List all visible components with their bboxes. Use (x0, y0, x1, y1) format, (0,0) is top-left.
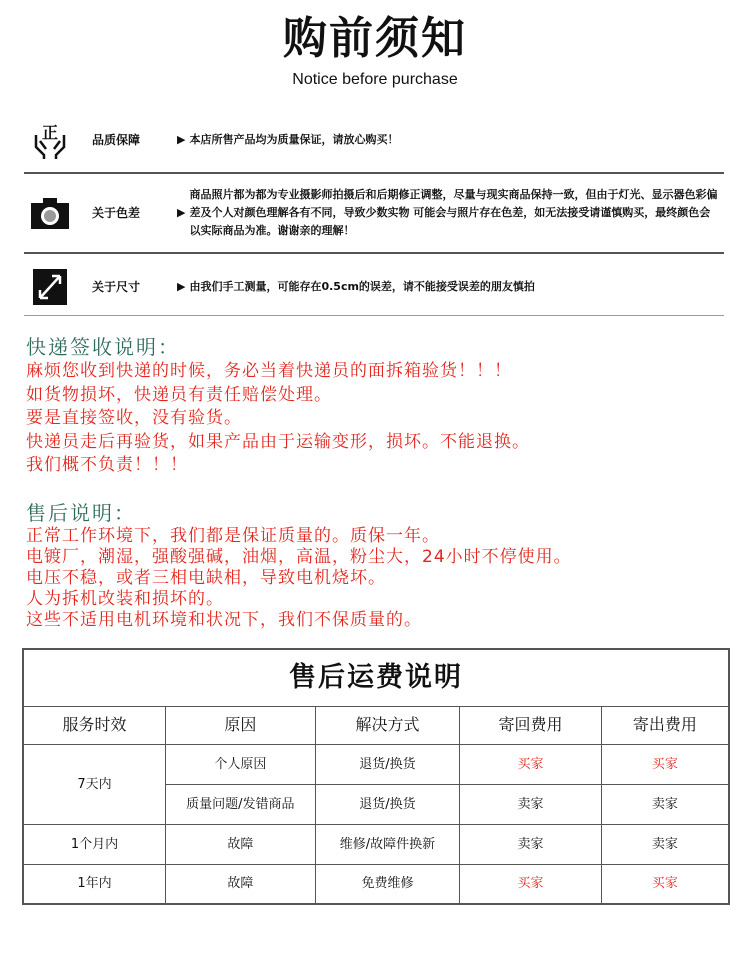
divider (24, 172, 724, 174)
column-header: 服务时效 (23, 706, 166, 744)
bullet-arrow-icon: ▶ (177, 280, 186, 293)
column-header: 原因 (166, 706, 316, 744)
shipping-fee-table (22, 648, 730, 905)
notice-label: 关于尺寸 (92, 280, 141, 294)
camera-icon (30, 193, 70, 233)
notice-text: 由我们手工测量，可能存在0.5cm的误差，请不能接受误差的朋友慎拍 (189, 280, 535, 293)
delivery-line: 要是直接签收，没有验货。 (26, 408, 242, 428)
aftersale-section (26, 500, 572, 631)
table-cell: 卖家 (601, 784, 729, 824)
delivery-heading: 快递签收说明： (26, 335, 180, 359)
notice-size (30, 267, 720, 307)
delivery-line: 如货物损坏，快递员有责任赔偿处理。 (26, 384, 332, 405)
table-cell: 买家 (601, 864, 729, 904)
aftersale-line: 人为拆机改装和损坏的。 (26, 589, 224, 609)
table-row (23, 824, 729, 864)
table-cell: 1年内 (23, 864, 166, 904)
page-title: 购前须知 (283, 13, 467, 64)
notice-color (30, 186, 720, 240)
delivery-line: 麻烦您收到快递的时候，务必当着快递员的面拆箱验货！！！ (26, 361, 512, 381)
notice-text: 商品照片都为都为专业摄影师拍摄后和后期修正调整，尽量与现实商品保持一致，但由于灯光、显示器色彩偏差及个人对颜色理解各有不同，导致少数实物 可能会与照片存在色差，如无法接受请谨慎购买，最终颜色会以实际商品为准。谢谢亲的理解！ (189, 188, 718, 237)
bullet-arrow-icon: ▶ (177, 133, 186, 146)
divider (24, 315, 724, 316)
bullet-arrow-icon: ▶ (177, 206, 186, 219)
svg-text:正: 正 (41, 123, 59, 142)
resize-arrow-icon (30, 267, 70, 307)
table-cell: 故障 (166, 864, 316, 904)
table-row (23, 864, 729, 904)
column-header: 寄出费用 (601, 706, 729, 744)
table-cell: 故障 (166, 824, 316, 864)
page-subtitle: Notice before purchase (292, 71, 458, 88)
aftersale-line: 电镀厂，潮湿，强酸强碱，油烟，高温，粉尘大，24小时不停使用。 (26, 547, 572, 567)
aftersale-line: 这些不适用电机环境和状况下，我们不保质量的。 (26, 610, 422, 630)
divider (24, 252, 724, 254)
table-cell: 卖家 (601, 824, 729, 864)
table-cell: 卖家 (460, 784, 602, 824)
table-cell: 退货/换货 (315, 744, 460, 784)
table-cell: 质量问题/发错商品 (166, 784, 316, 824)
notice-quality (30, 120, 720, 160)
notice-label: 关于色差 (92, 206, 141, 220)
table-cell: 买家 (601, 744, 729, 784)
delivery-line: 快递员走后再验货，如果产品由于运输变形，损坏。不能退换。 (26, 431, 530, 452)
aftersale-heading: 售后说明： (26, 501, 136, 525)
aftersale-line: 电压不稳，或者三相电缺相，导致电机烧坏。 (26, 568, 386, 588)
table-cell: 卖家 (460, 824, 602, 864)
delivery-section (26, 334, 530, 478)
quality-hands-icon (30, 120, 70, 160)
table-cell: 个人原因 (166, 744, 316, 784)
delivery-line: 我们概不负责！！！ (26, 455, 188, 475)
table-title: 售后运费说明 (23, 649, 729, 706)
table-row (23, 744, 729, 784)
table-cell: 维修/故障件换新 (315, 824, 460, 864)
table-cell: 7天内 (23, 744, 166, 824)
notice-label: 品质保障 (92, 133, 141, 147)
column-header: 寄回费用 (460, 706, 602, 744)
table-cell: 免费维修 (315, 864, 460, 904)
column-header: 解决方式 (315, 706, 460, 744)
table-cell: 买家 (460, 744, 602, 784)
table-cell: 退货/换货 (315, 784, 460, 824)
table-cell: 1个月内 (23, 824, 166, 864)
aftersale-line: 正常工作环境下，我们都是保证质量的。质保一年。 (26, 526, 440, 546)
notice-text: 本店所售产品均为质量保证，请放心购买！ (189, 133, 399, 146)
table-cell: 买家 (460, 864, 602, 904)
